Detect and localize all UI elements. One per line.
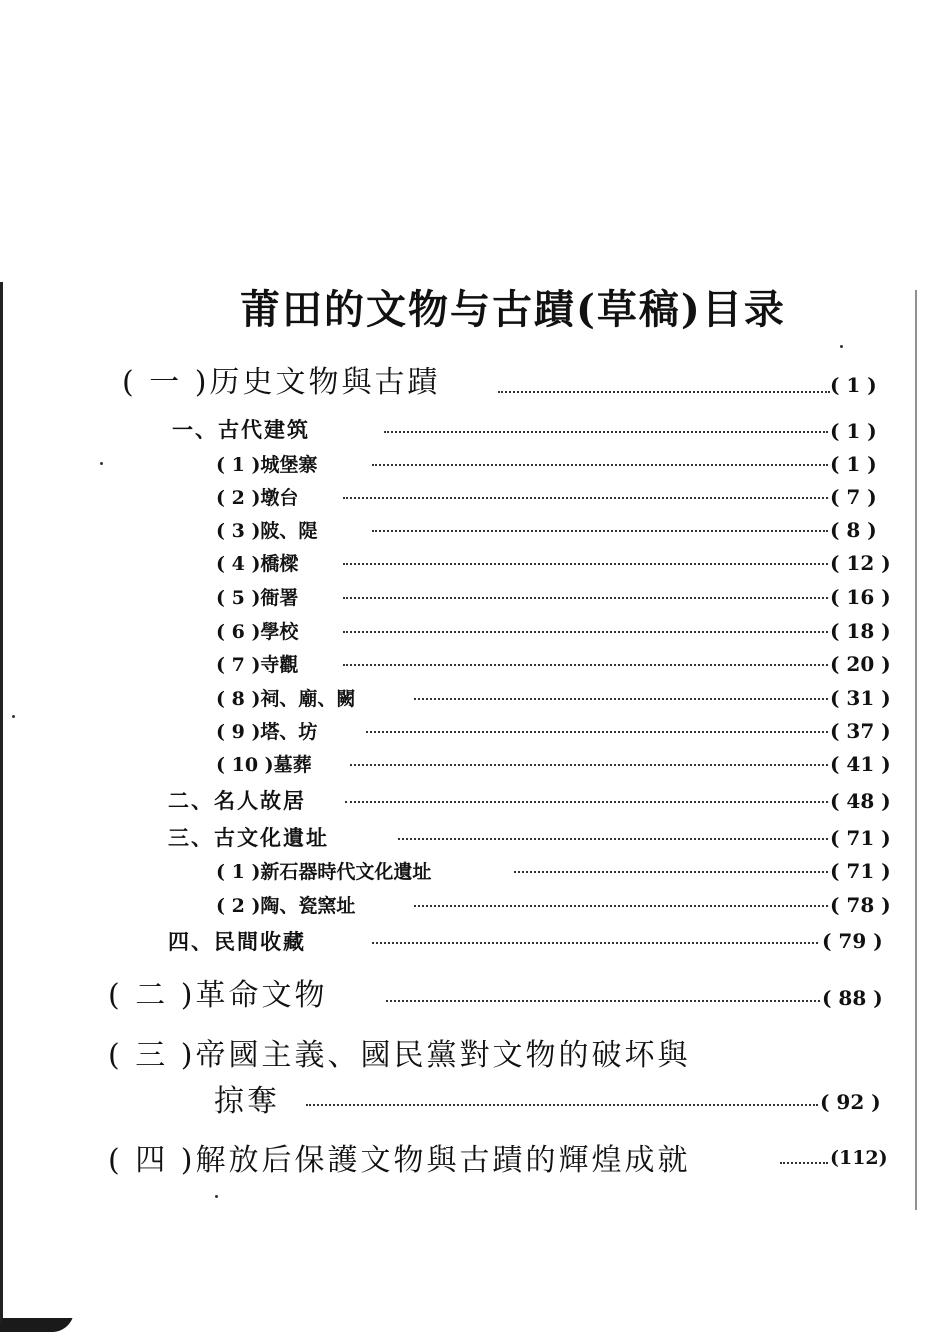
dot-leader — [306, 1104, 818, 1106]
toc-page-number: ( 92 ) — [820, 1090, 881, 1114]
toc-page-number: ( 78 ) — [830, 893, 891, 917]
page-title: 莆田的文物与古蹟(草稿)目录 — [240, 286, 786, 333]
toc-page-number: ( 1 ) — [830, 373, 877, 397]
dot-leader — [372, 464, 828, 466]
toc-page-number: ( 79 ) — [822, 929, 883, 953]
scan-speck — [100, 462, 103, 465]
dot-leader — [343, 664, 828, 666]
dot-leader — [345, 801, 828, 803]
dot-leader — [384, 431, 828, 433]
toc-section-3: ( 三 )帝國主義、國民黨對文物的破坏與 — [108, 1038, 691, 1073]
dot-leader — [343, 631, 828, 633]
toc-page-number: ( 48 ) — [830, 789, 891, 813]
toc-item: ( 2 )墩台 — [216, 487, 299, 509]
toc-page-number: ( 18 ) — [830, 619, 891, 643]
toc-page-number: ( 71 ) — [830, 859, 891, 883]
dot-leader — [780, 1162, 828, 1164]
toc-section-2: ( 二 )革命文物 — [108, 978, 328, 1013]
toc-page-number: ( 1 ) — [830, 419, 877, 443]
toc-page-number: ( 31 ) — [830, 686, 891, 710]
dot-leader — [414, 698, 828, 700]
toc-page-number: ( 16 ) — [830, 585, 891, 609]
dot-leader — [386, 1000, 820, 1002]
toc-item: ( 2 )陶、瓷窯址 — [216, 895, 356, 917]
toc-item: ( 7 )寺觀 — [216, 654, 299, 676]
toc-page-number: ( 1 ) — [830, 452, 877, 476]
toc-label: ( 一 )历史文物與古蹟 — [122, 365, 441, 400]
toc-page-number: ( 88 ) — [822, 986, 883, 1010]
toc-page-number: ( 41 ) — [830, 752, 891, 776]
scan-smudge — [0, 1318, 73, 1332]
toc-page-number: ( 37 ) — [830, 719, 891, 743]
toc-item: ( 8 )祠、廟、闕 — [216, 688, 356, 710]
toc-item: ( 1 )新石器時代文化遺址 — [216, 861, 432, 883]
dot-leader — [498, 391, 830, 393]
toc-section-3-continued: 掠奪 — [214, 1084, 280, 1119]
toc-item: ( 9 )塔、坊 — [216, 721, 318, 743]
dot-leader — [372, 942, 818, 944]
page-edge-right — [915, 290, 917, 1210]
scan-speck — [12, 715, 15, 718]
toc-page-number: ( 8 ) — [830, 518, 877, 542]
dot-leader — [366, 731, 828, 733]
toc-item: ( 5 )衙署 — [216, 587, 299, 609]
dot-leader — [398, 838, 828, 840]
dot-leader — [414, 905, 828, 907]
dot-leader — [343, 597, 828, 599]
scan-speck — [840, 345, 843, 348]
dot-leader — [343, 497, 828, 499]
toc-subsection-4: 四、民間收藏 — [168, 929, 306, 954]
toc-page-number: ( 7 ) — [830, 485, 877, 509]
page-edge-left — [0, 282, 3, 1332]
toc-page-number: ( 71 ) — [830, 826, 891, 850]
toc-subsection-2: 二、名人故居 — [168, 788, 306, 813]
dot-leader — [372, 530, 828, 532]
toc-subsection-3: 三、古文化遺址 — [168, 825, 329, 850]
toc-page-number: (112) — [830, 1147, 888, 1169]
toc-subsection-1: 一、古代建筑 — [172, 417, 310, 442]
toc-section-1 — [122, 357, 440, 401]
toc-item: ( 1 )城堡寨 — [216, 454, 318, 476]
toc-item: ( 6 )學校 — [216, 621, 299, 643]
dot-leader — [514, 871, 828, 873]
toc-section-4: ( 四 )解放后保護文物與古蹟的輝煌成就 — [108, 1143, 691, 1178]
dot-leader — [343, 563, 828, 565]
toc-item: ( 10 )墓葬 — [216, 754, 312, 776]
scan-speck — [215, 1195, 218, 1198]
toc-page-number: ( 20 ) — [830, 652, 891, 676]
dot-leader — [350, 764, 828, 766]
toc-item: ( 3 )陂、隄 — [216, 520, 318, 542]
toc-page-number: ( 12 ) — [830, 551, 891, 575]
toc-item: ( 4 )橋樑 — [216, 553, 299, 575]
